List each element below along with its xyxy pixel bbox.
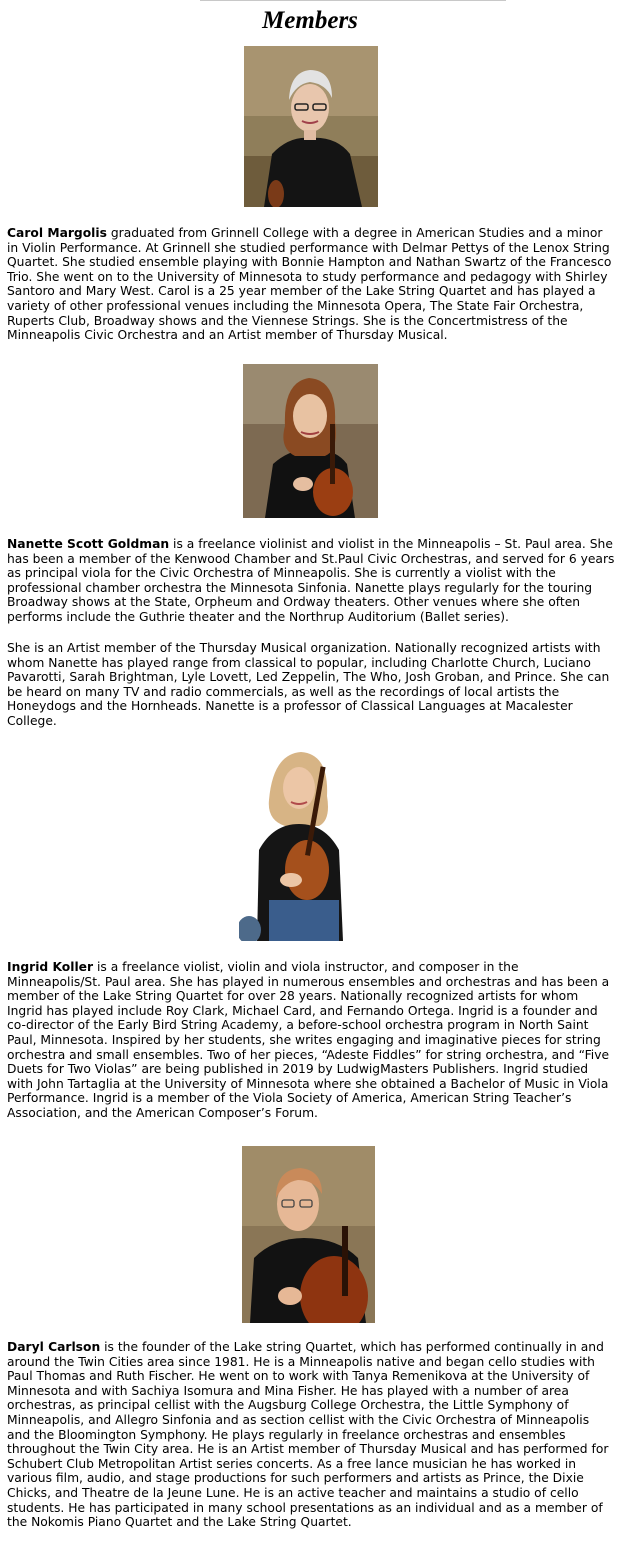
member-bio: [7, 226, 615, 343]
member-bio: [7, 1340, 615, 1530]
top-divider: [200, 0, 506, 1]
member-name: Carol Margolis: [7, 226, 107, 240]
member-name: Ingrid Koller: [7, 960, 94, 974]
nanette-scott-goldman-photo: [243, 364, 378, 518]
member-bio-text: is a freelance violinist and violist in the Minneapolis – St. Paul area. She has been a member of the Kenwood Chamber and St.Paul Civic Orchestras, and served for 6 years as principal viola for the Civic Orchestra of Minneapolis. She is currently a violist with the professional chamber orchestra the Minnesota Sinfonia. Nanette plays regularly for the touring Broadway shows at the State, Orpheum and Ordway theaters. Other venues where she often performs include the Guthrie theater and the Northrup Auditorium (Ballet series).: [7, 537, 615, 624]
carol-margolis-photo: [244, 46, 378, 207]
member-bio-text: graduated from Grinnell College with a degree in American Studies and a minor in Violin Performance. At Grinnell she studied performance with Delmar Pettys of the Lenox String Quartet. She studied ensemble playing with Bonnie Hampton and Nathan Swartz of the Francesco Trio. She went on to the University of Minnesota to study performance and pedagogy with Shirley Santoro and Mary West. Carol is a 25 year member of the Lake String Quartet and has played a variety of other professional venues including the Minnesota Opera, The State Fair Orchestra, Ruperts Club, Broadway shows and the Viennese Strings. She is the Concertmistress of the Minneapolis Civic Orchestra and an Artist member of Thursday Musical.: [7, 226, 612, 343]
member-bio-text: is a freelance violist, violin and viola instructor, and composer in the Minneapolis/St. Paul area. She has played in numerous ensembles and orchestras and has been a member of the Lake String Quartet for over 28 years. Nationally recognized artists for whom Ingrid has played include Roy Clark, Michael Card, and Fernando Ortega. Ingrid is a founder and co-director of the Early Bird String Academy, a before-school orchestra program in North Saint Paul, Minnesota. Inspired by her students, she writes engaging and imaginative pieces for string orchestra and small ensembles. Two of her pieces, “Adeste Fiddles” for string orchestra, and “Five Duets for Two Violas” are being published in 2019 by LudwigMasters Publishers. Ingrid studied with John Tartaglia at the University of Minnesota where she obtained a Bachelor of Music in Viola Performance. Ingrid is a member of the Viola Society of America, American String Teacher’s Association, and the American Composer’s Forum.: [7, 960, 610, 1120]
member-bio-continued: She is an Artist member of the Thursday Musical organization. Nationally recognized artists with whom Nanette has played range from classical to popular, including Charlotte Church, Luciano Pavarotti, Sarah Brightman, Lyle Lovett, Led Zeppelin, The Who, Josh Groban, and Prince. She can be heard on many TV and radio commercials, as well as the recordings of local artists the Honeydogs and the Hornheads. Nanette is a professor of Classical Languages at Macalester College.: [7, 641, 610, 728]
member-bio-text: is the founder of the Lake string Quartet, which has performed continually in and around the Twin Cities area since 1981. He is a Minneapolis native and began cello studies with Paul Thomas and Ruth Fischer. He went on to work with Tanya Remenikova at the University of Minnesota and with Sachiya Isomura and Mina Fisher. He has played with a number of area orchestras, as principal cellist with the Augsburg College Orchestra, the Little Symphony of Minneapolis, and Allegro Sinfonia and as section cellist with the Civic Orchestra of Minneapolis and the Bloomington Symphony. He plays regularly in freelance orchestras and ensembles throughout the Twin City area. He is an Artist member of Thursday Musical and has performed for Schubert Club Metropolitan Artist series concerts. As a free lance musician he has worked in various film, audio, and stage productions for such performers and artists as Prince, the Dixie Chicks, and Theatre de la Jeune Lune. He is an active teacher and maintains a studio of cello students. He has participated in many school presentations as an individual and as a member of the Nokomis Piano Quartet and the Lake String Quartet.: [7, 1340, 609, 1530]
member-bio: [7, 537, 615, 625]
daryl-carlson-photo: [242, 1146, 375, 1323]
page-title: Members: [262, 7, 358, 34]
ingrid-koller-photo: [239, 740, 374, 941]
member-bio: [7, 960, 615, 1121]
member-name: Nanette Scott Goldman: [7, 537, 170, 551]
member-name: Daryl Carlson: [7, 1340, 101, 1354]
